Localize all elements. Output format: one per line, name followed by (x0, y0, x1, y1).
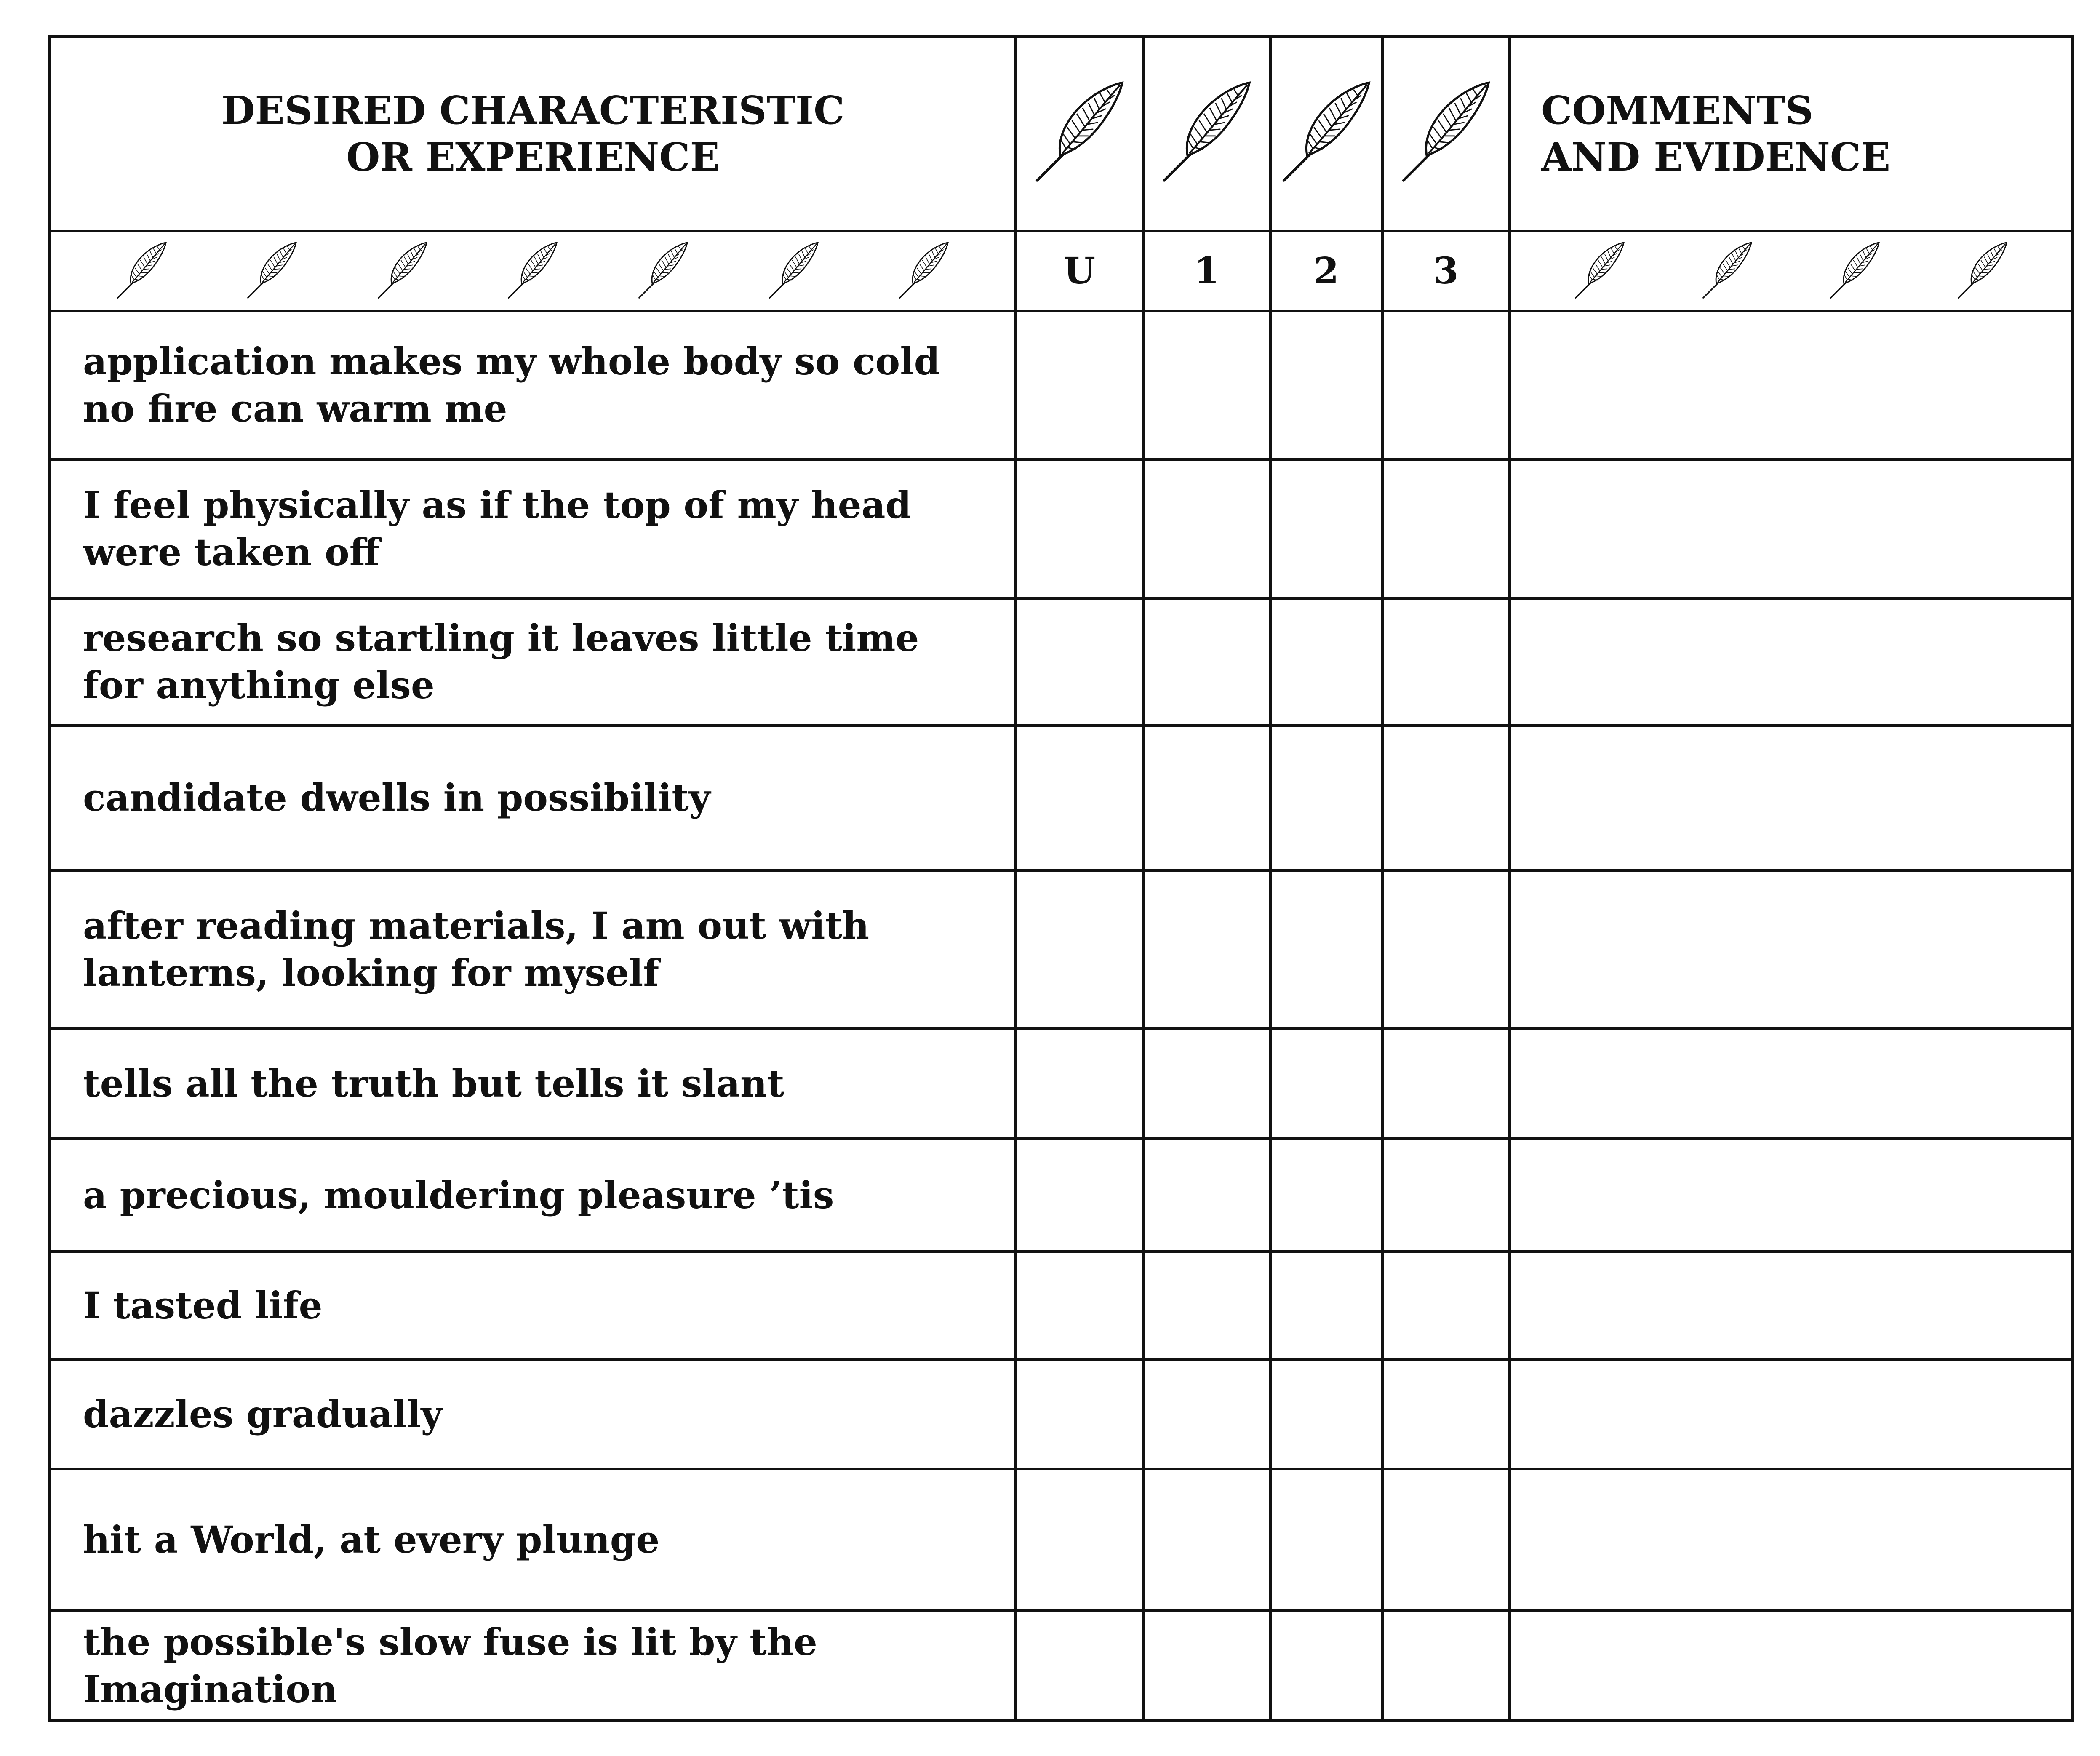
comments-header (1510, 37, 2073, 231)
comments-cell[interactable] (1510, 311, 2073, 459)
score-cell-3[interactable] (1382, 726, 1510, 871)
score-cell-1[interactable] (1143, 459, 1270, 598)
comments-cell[interactable] (1510, 459, 2073, 598)
characteristic-text: after reading materials, I am out with lanterns, looking for myself (50, 871, 1016, 1029)
header-feather-cell-1 (1143, 37, 1270, 231)
score-cell-1[interactable] (1143, 1029, 1270, 1139)
rubric-row (50, 726, 2073, 871)
score-cell-1[interactable] (1143, 726, 1270, 871)
feather-decoration-right (1511, 232, 2071, 310)
feather-quill-icon (1398, 78, 1494, 188)
score-cell-3[interactable] (1382, 1029, 1510, 1139)
comments-cell[interactable] (1510, 1029, 2073, 1139)
score-cell-u[interactable] (1016, 1360, 1143, 1469)
score-cell-2[interactable] (1270, 1360, 1382, 1469)
decor-feather-row-left (50, 231, 1016, 311)
evaluation-rubric-table (48, 35, 2074, 1722)
score-cell-2[interactable] (1270, 1252, 1382, 1360)
score-cell-1[interactable] (1143, 1139, 1270, 1252)
characteristic-text: I tasted life (50, 1252, 1016, 1360)
score-label-3: 3 (1382, 231, 1510, 311)
characteristic-header-line1: DESIRED CHARACTERISTIC (221, 88, 845, 133)
feather-quill-icon (1700, 240, 1755, 302)
rubric-row (50, 1139, 2073, 1252)
score-cell-u[interactable] (1016, 459, 1143, 598)
header-row (50, 37, 2073, 231)
characteristic-text: research so startling it leaves little time for anything else (50, 598, 1016, 726)
feather-quill-icon (1278, 78, 1375, 188)
characteristic-text: a precious, mouldering pleasure ’tis (50, 1139, 1016, 1252)
score-cell-u[interactable] (1016, 1029, 1143, 1139)
header-feather-cell-u (1016, 37, 1143, 231)
header-feather-cell-3 (1382, 37, 1510, 231)
score-cell-1[interactable] (1143, 1611, 1270, 1721)
rubric-row (50, 459, 2073, 598)
rubric-row (50, 598, 2073, 726)
score-cell-2[interactable] (1270, 1469, 1382, 1611)
decor-feather-row-right (1510, 231, 2073, 311)
characteristic-text: application makes my whole body so cold no fire can warm me (50, 311, 1016, 459)
feather-quill-icon (636, 240, 691, 302)
rubric-row (50, 1029, 2073, 1139)
comments-cell[interactable] (1510, 1469, 2073, 1611)
score-cell-u[interactable] (1016, 1139, 1143, 1252)
characteristic-text: dazzles gradually (50, 1360, 1016, 1469)
score-cell-u[interactable] (1016, 1252, 1143, 1360)
header-feather-cell-2 (1270, 37, 1382, 231)
score-label-2: 2 (1270, 231, 1382, 311)
score-cell-3[interactable] (1382, 598, 1510, 726)
score-label-1: 1 (1143, 231, 1270, 311)
feather-quill-icon (1955, 240, 2010, 302)
rubric-rows (50, 311, 2073, 1721)
comments-cell[interactable] (1510, 1611, 2073, 1721)
characteristic-text: tells all the truth but tells it slant (50, 1029, 1016, 1139)
score-cell-3[interactable] (1382, 1469, 1510, 1611)
score-cell-u[interactable] (1016, 311, 1143, 459)
score-cell-1[interactable] (1143, 598, 1270, 726)
score-cell-2[interactable] (1270, 459, 1382, 598)
score-cell-3[interactable] (1382, 871, 1510, 1029)
score-cell-3[interactable] (1382, 1139, 1510, 1252)
rubric-row (50, 311, 2073, 459)
score-cell-u[interactable] (1016, 1611, 1143, 1721)
rubric-row (50, 1252, 2073, 1360)
feather-quill-icon (1158, 78, 1255, 188)
score-cell-u[interactable] (1016, 726, 1143, 871)
characteristic-header-line2: OR EXPERIENCE (346, 134, 720, 180)
score-label-u: U (1016, 231, 1143, 311)
comments-cell[interactable] (1510, 1139, 2073, 1252)
score-cell-3[interactable] (1382, 459, 1510, 598)
characteristic-text: candidate dwells in possibility (50, 726, 1016, 871)
score-cell-1[interactable] (1143, 1469, 1270, 1611)
rubric-row (50, 871, 2073, 1029)
comments-cell[interactable] (1510, 871, 2073, 1029)
score-cell-2[interactable] (1270, 871, 1382, 1029)
comments-header-line2: AND EVIDENCE (1541, 134, 1891, 180)
feather-quill-icon (505, 240, 560, 302)
characteristic-text: the possible's slow fuse is lit by the Imagination (50, 1611, 1016, 1721)
score-cell-2[interactable] (1270, 1029, 1382, 1139)
feather-decoration-left (51, 232, 1014, 310)
feather-quill-icon (897, 240, 951, 302)
score-cell-2[interactable] (1270, 1611, 1382, 1721)
score-cell-1[interactable] (1143, 311, 1270, 459)
score-cell-u[interactable] (1016, 871, 1143, 1029)
comments-header-line1: COMMENTS (1541, 88, 1814, 133)
feather-quill-icon (245, 240, 299, 302)
comments-cell[interactable] (1510, 1252, 2073, 1360)
score-cell-u[interactable] (1016, 1469, 1143, 1611)
comments-cell[interactable] (1510, 1360, 2073, 1469)
feather-quill-icon (375, 240, 430, 302)
feather-quill-icon (1572, 240, 1627, 302)
score-scale-row (50, 231, 2073, 311)
score-cell-2[interactable] (1270, 1139, 1382, 1252)
score-cell-3[interactable] (1382, 1360, 1510, 1469)
feather-quill-icon (1031, 78, 1128, 188)
score-cell-1[interactable] (1143, 871, 1270, 1029)
score-cell-1[interactable] (1143, 1252, 1270, 1360)
rubric-row (50, 1611, 2073, 1721)
score-cell-2[interactable] (1270, 726, 1382, 871)
score-cell-u[interactable] (1016, 598, 1143, 726)
score-cell-2[interactable] (1270, 311, 1382, 459)
score-cell-3[interactable] (1382, 311, 1510, 459)
score-cell-3[interactable] (1382, 1252, 1510, 1360)
score-cell-1[interactable] (1143, 1360, 1270, 1469)
characteristic-text: I feel physically as if the top of my head were taken off (50, 459, 1016, 598)
feather-quill-icon (115, 240, 169, 302)
rubric-row (50, 1360, 2073, 1469)
score-cell-3[interactable] (1382, 1611, 1510, 1721)
comments-cell[interactable] (1510, 726, 2073, 871)
score-cell-2[interactable] (1270, 598, 1382, 726)
rubric-row (50, 1469, 2073, 1611)
characteristic-header (50, 37, 1016, 231)
comments-cell[interactable] (1510, 598, 2073, 726)
feather-quill-icon (766, 240, 821, 302)
characteristic-text: hit a World, at every plunge (50, 1469, 1016, 1611)
feather-quill-icon (1828, 240, 1882, 302)
